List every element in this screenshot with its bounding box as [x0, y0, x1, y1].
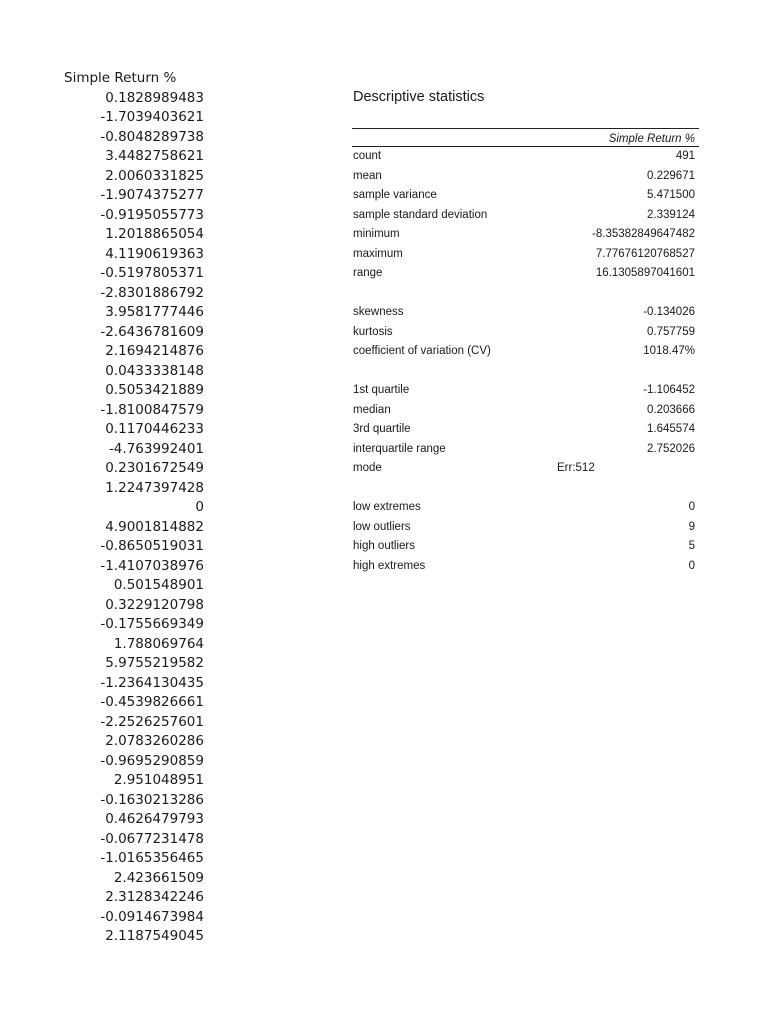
return-value-cell: -1.0165356465: [100, 850, 204, 866]
stat-value: 9: [688, 520, 695, 533]
return-value-cell: 0.1170446233: [105, 421, 204, 437]
stat-label: coefficient of variation (CV): [353, 345, 491, 357]
return-value-cell: -1.2364130435: [100, 674, 204, 691]
stat-label: 3rd quartile: [353, 423, 411, 435]
stats-row: [352, 440, 699, 460]
stat-value: 0: [688, 559, 695, 572]
stat-label: low outliers: [353, 520, 411, 533]
return-value-cell: -2.8301886792: [100, 284, 204, 301]
return-value-cell: -0.8650519031: [100, 538, 204, 554]
return-value-cell: -0.9195055773: [100, 206, 204, 223]
return-value-cell: 0.4626479793: [105, 811, 204, 827]
return-value-cell: -2.6436781609: [100, 323, 204, 340]
return-value-cell: 2.1187549045: [105, 928, 204, 944]
return-value-cell: 4.1190619363: [105, 245, 204, 262]
stats-row: [352, 186, 699, 206]
return-value-cell: -0.1755669349: [100, 616, 204, 632]
stat-label: high outliers: [353, 540, 416, 552]
return-value-cell: -0.0677231478: [100, 830, 204, 847]
return-value-cell: -1.8100847579: [100, 401, 204, 418]
stats-row: [352, 225, 699, 245]
stat-value: -8.35382849647482: [592, 228, 695, 240]
stats-row: [352, 323, 699, 343]
return-value-cell: 0.1828989483: [105, 89, 204, 106]
stat-value: 2.339124: [647, 208, 695, 221]
stat-label: count: [353, 150, 382, 162]
stat-label: kurtosis: [353, 325, 393, 338]
stat-label: sample standard deviation: [353, 208, 488, 221]
return-value-cell: -0.8048289738: [100, 128, 204, 145]
stat-value: 16.1305897041601: [595, 267, 695, 279]
stat-label: low extremes: [353, 501, 421, 513]
return-value-cell: 1.2247397428: [105, 479, 204, 496]
stat-value: 1018.47%: [643, 345, 695, 357]
stat-label: 1st quartile: [353, 384, 410, 396]
return-value-cell: 4.9001814882: [105, 518, 204, 535]
stats-row: [352, 537, 699, 557]
stat-label: mode: [353, 462, 382, 474]
return-value-cell: -0.9695290859: [100, 752, 204, 769]
stat-label: maximum: [353, 247, 403, 260]
stat-value: 491: [675, 150, 695, 162]
return-value-cell: -0.0914673984: [100, 908, 204, 925]
stat-value: 5: [688, 540, 695, 552]
column-header: Simple Return %: [64, 70, 177, 86]
return-value-cell: 3.9581777446: [105, 304, 204, 320]
return-value-cell: -0.5197805371: [100, 265, 204, 281]
stats-spacer-row: [352, 362, 699, 382]
stat-label: interquartile range: [353, 442, 446, 455]
stats-row: [352, 401, 699, 421]
return-value-cell: 1.788069764: [113, 635, 204, 652]
descriptive-stats-table: [352, 128, 699, 576]
stat-value: 7.77676120768527: [595, 247, 695, 260]
return-value-cell: 5.9755219582: [105, 655, 204, 671]
return-value-cell: 3.4482758621: [105, 148, 204, 164]
return-value-cell: 2.3128342246: [105, 889, 204, 905]
stat-value: 0: [688, 501, 695, 513]
stats-row: [352, 342, 699, 362]
simple-return-column: [64, 69, 204, 947]
stat-value: 0.229671: [647, 169, 695, 182]
return-value-cell: 0.5053421889: [105, 382, 204, 398]
return-value-cell: 2.0060331825: [105, 167, 204, 184]
return-values-list: [64, 89, 204, 947]
stat-value: 0.203666: [647, 403, 695, 416]
stats-row: [352, 518, 699, 538]
stat-value: -0.134026: [643, 306, 695, 318]
stats-spacer-row: [352, 284, 699, 304]
return-value-cell: 2.0783260286: [105, 733, 204, 749]
return-value-cell: -1.7039403621: [100, 109, 204, 125]
return-value-cell: -0.1630213286: [100, 791, 204, 808]
return-value-cell: 0: [195, 499, 204, 515]
stat-value: 0.757759: [647, 325, 695, 338]
stats-row: [352, 498, 699, 518]
return-value-cell: -2.2526257601: [100, 713, 204, 730]
return-value-cell: 0.501548901: [113, 577, 204, 593]
stats-row: [352, 206, 699, 226]
stats-column-header: Simple Return %: [352, 128, 699, 147]
return-value-cell: -4.763992401: [108, 440, 204, 457]
stats-row: [352, 459, 699, 479]
stats-row: [352, 167, 699, 187]
stats-spacer-row: [352, 479, 699, 499]
return-value-cell: 2.423661509: [113, 869, 204, 886]
stat-value: 2.752026: [647, 442, 695, 455]
stats-row: [352, 303, 699, 323]
return-value-cell: -1.9074375277: [100, 187, 204, 203]
stats-row: [352, 557, 699, 577]
stat-value: 1.645574: [647, 423, 695, 435]
return-value-cell: 0.0433338148: [105, 362, 204, 379]
stat-label: skewness: [353, 306, 404, 318]
stat-label: minimum: [353, 228, 400, 240]
return-value-cell: 1.2018865054: [105, 226, 204, 242]
return-value-cell: -1.4107038976: [100, 557, 204, 574]
stat-value: Err:512: [557, 462, 595, 474]
return-value-cell: 2.951048951: [113, 772, 204, 788]
return-value-cell: 0.3229120798: [105, 596, 204, 613]
stat-value: 5.471500: [647, 189, 695, 201]
stats-row: [352, 245, 699, 265]
return-value-cell: 0.2301672549: [105, 460, 204, 476]
stats-row: [352, 147, 699, 167]
stats-row: [352, 420, 699, 440]
stats-rows: [352, 147, 699, 576]
stats-row: [352, 264, 699, 284]
stats-title: Descriptive statistics: [353, 89, 485, 105]
stat-label: range: [353, 267, 383, 279]
return-value-cell: -0.4539826661: [100, 694, 204, 710]
stat-label: high extremes: [353, 559, 426, 572]
stats-row: [352, 381, 699, 401]
stat-label: median: [353, 403, 391, 416]
stat-label: mean: [353, 169, 382, 182]
stat-value: -1.106452: [643, 384, 695, 396]
return-value-cell: 2.1694214876: [105, 343, 204, 359]
stat-label: sample variance: [353, 189, 437, 201]
